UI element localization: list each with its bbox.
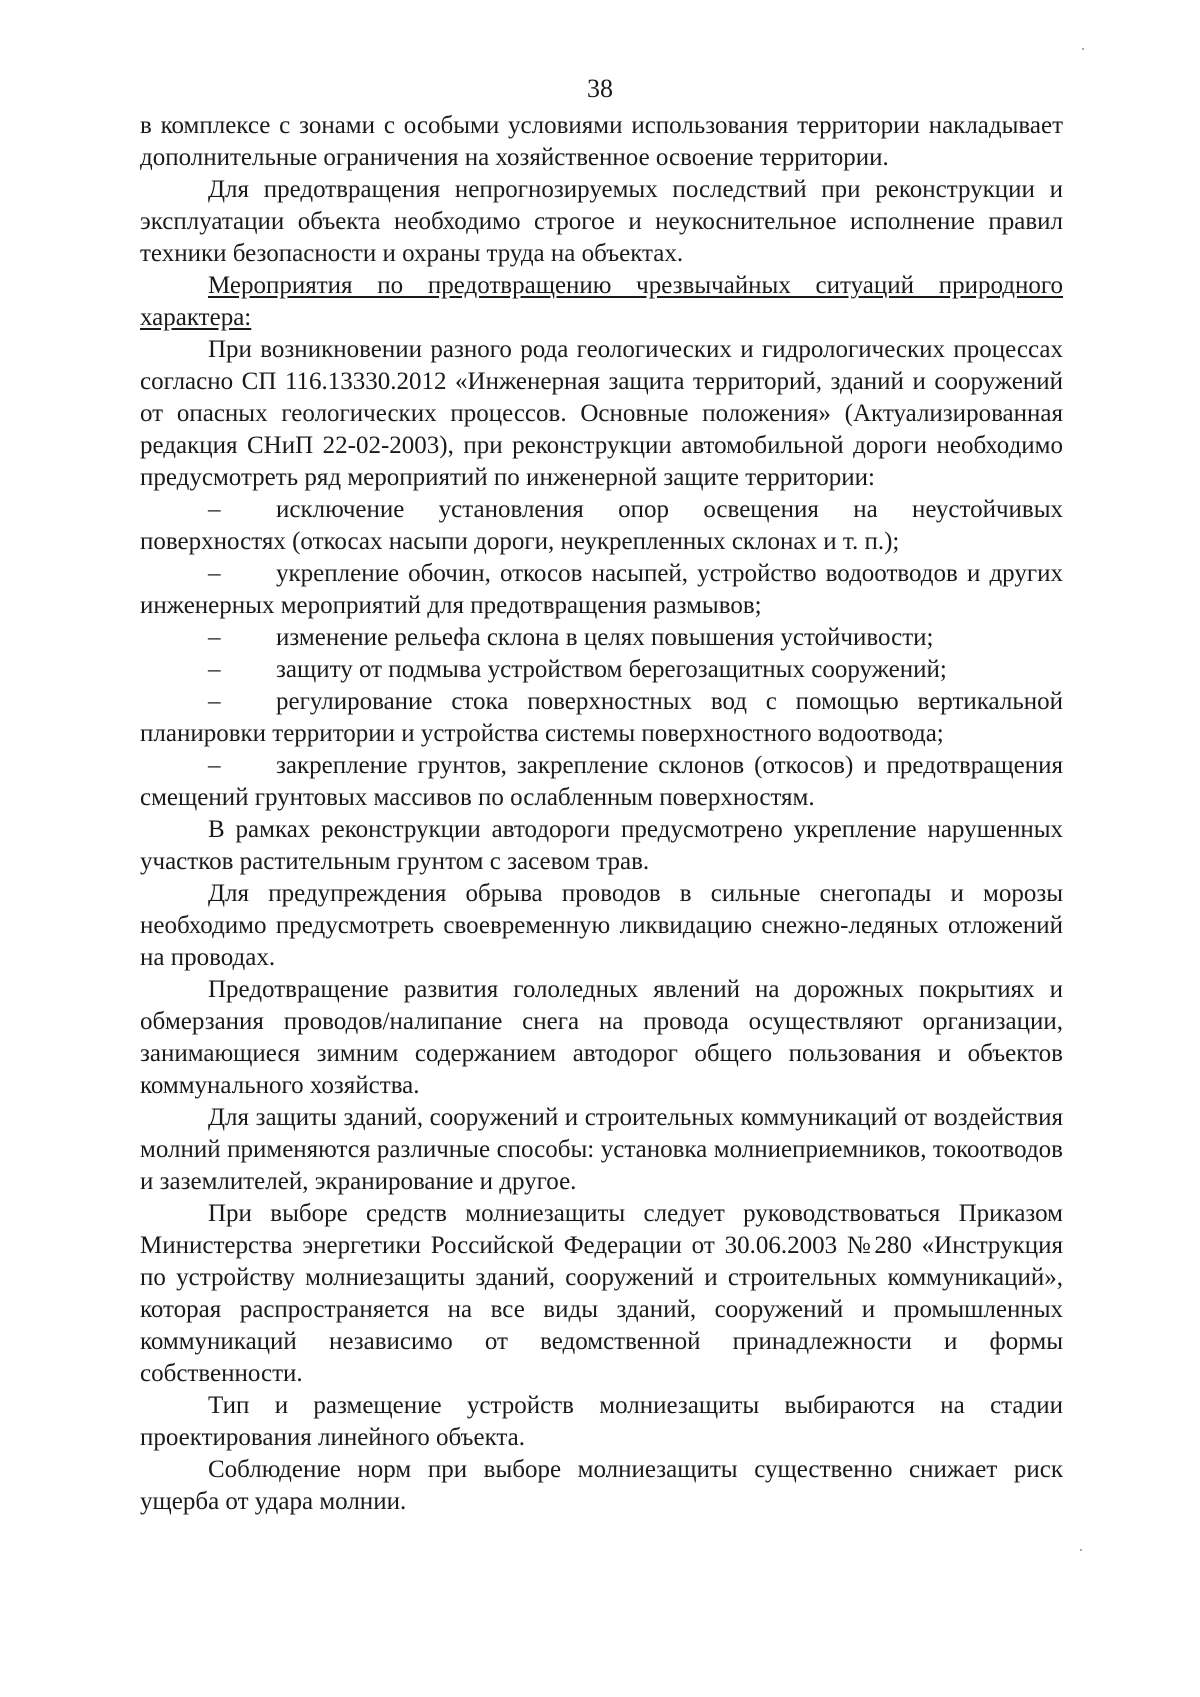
- paragraph-lightning-risk: Соблюдение норм при выборе молниезащиты существенно снижает риск ущерба от удара молнии.: [140, 1456, 1063, 1515]
- section-heading-natural-emergencies: Мероприятия по предотвращению чрезвычайных ситуаций природного характера:: [140, 272, 1063, 331]
- page-number: 38: [587, 74, 613, 103]
- list-item-text: изменение рельефа склона в целях повышения устойчивости;: [276, 624, 934, 651]
- list-item-text: закрепление грунтов, закрепление склонов (откосов) и предотвращения смещений грунтовых массивов по ослабленным поверхностям.: [140, 752, 1063, 811]
- scan-speck: [1080, 1549, 1082, 1551]
- list-dash: –: [208, 656, 221, 683]
- paragraph-lightning-design-stage: Тип и размещение устройств молниезащиты выбираются на стадии проектирования линейного объекта.: [140, 1392, 1063, 1451]
- scan-speck: [1082, 48, 1084, 50]
- list-item: [140, 654, 1063, 686]
- list-dash: –: [208, 752, 221, 779]
- list-item-text: регулирование стока поверхностных вод с помощью вертикальной планировки территории и устройства системы поверхностного водоотвода;: [140, 688, 1063, 747]
- list-item: [140, 494, 1063, 558]
- paragraph-wire-icing: Для предупреждения обрыва проводов в сильные снегопады и морозы необходимо предусмотреть своевременную ликвидацию снежно-ледяных отложений на проводах.: [140, 880, 1063, 971]
- list-item: [140, 750, 1063, 814]
- list-dash: –: [208, 496, 221, 523]
- paragraph-lightning-methods: Для защиты зданий, сооружений и строительных коммуникаций от воздействия молний применяются различные способы: установка молниеприемников, токоотводов и заземлителей, экранирование и другое.: [140, 1104, 1063, 1195]
- paragraph-slope-reinforcement: В рамках реконструкции автодороги предусмотрено укрепление нарушенных участков растительным грунтом с засевом трав.: [140, 816, 1063, 875]
- list-dash: –: [208, 688, 221, 715]
- paragraph-safety-rules: Для предотвращения непрогнозируемых последствий при реконструкции и эксплуатации объекта необходимо строгое и неукоснительное исполнение правил техники безопасности и охраны труда на объектах.: [140, 176, 1063, 267]
- list-dash: –: [208, 624, 221, 651]
- paragraph-lightning-regulation: При выборе средств молниезащиты следует руководствоваться Приказом Министерства энергетики Российской Федерации от 30.06.2003 №280 «Инструкция по устройству молниезащиты зданий, сооружений и строительных коммуникаций», которая распространяется на все виды зданий, сооружений и промышленных коммуникаций независимо от ведомственной принадлежности и формы собственности.: [140, 1200, 1063, 1387]
- list-item-text: укрепление обочин, откосов насыпей, устройство водоотводов и других инженерных мероприятий для предотвращения размывов;: [140, 560, 1063, 619]
- list-item-text: исключение установления опор освещения на неустойчивых поверхностях (откосах насыпи дороги, неукрепленных склонах и т. п.);: [140, 496, 1063, 555]
- paragraph-continuation: в комплексе с зонами с особыми условиями использования территории накладывает дополнительные ограничения на хозяйственное освоение территории.: [140, 112, 1063, 171]
- list-item-text: защиту от подмыва устройством берегозащитных сооружений;: [276, 656, 947, 683]
- protection-measures-list: [140, 494, 1063, 814]
- list-item: [140, 558, 1063, 622]
- document-body: [140, 110, 1063, 1518]
- paragraph-ice-prevention: Предотвращение развития гололедных явлений на дорожных покрытиях и обмерзания проводов/налипание снега на провода осуществляют организации, занимающиеся зимним содержанием автодорог общего пользования и объектов коммунального хозяйства.: [140, 976, 1063, 1099]
- list-dash: –: [208, 560, 221, 587]
- list-item: [140, 686, 1063, 750]
- paragraph-geological-processes: При возникновении разного рода геологических и гидрологических процессах согласно СП 116.13330.2012 «Инженерная защита территорий, зданий и сооружений от опасных геологических процессов. Основные положения» (Актуализированная редакция СНиП 22-02-2003), при реконструкции автомобильной дороги необходимо предусмотреть ряд мероприятий по инженерной защите территории:: [140, 336, 1063, 491]
- list-item: [140, 622, 1063, 654]
